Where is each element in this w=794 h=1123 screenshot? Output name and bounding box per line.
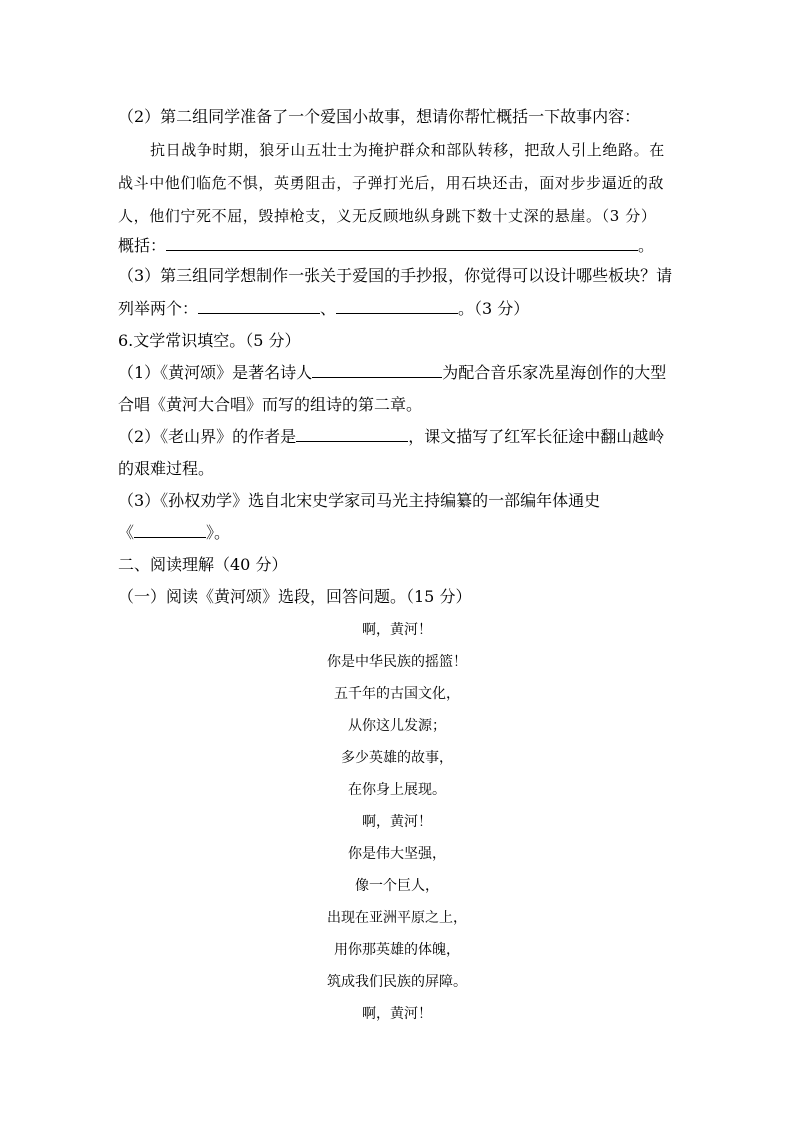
question-6-1-line-1 (118, 363, 666, 383)
poem-line-2: 你是中华民族的摇篮！ (327, 654, 467, 670)
section-blank-1[interactable] (198, 299, 320, 314)
question-5-2: （2）第二组同学准备了一个爱国小故事，想请你帮忙概括一下故事内容： (118, 107, 641, 126)
question-6-3-line-1: （3）《孙权劝学》选自北宋史学家司马光主持编纂的一部编年体通史 (118, 491, 601, 510)
question-6-2-line-2: 的艰难过程。 (118, 459, 215, 478)
list-end: 。（3 分） (458, 299, 530, 318)
question-6-title: 6.文学常识填空。（5 分） (118, 331, 301, 350)
poem-line-8: 你是伟大坚强， (348, 846, 446, 862)
poem-line-3: 五千年的古国文化， (334, 686, 460, 702)
poem-line-10: 出现在亚洲平原之上， (327, 910, 467, 926)
q6-1-text-a: （1）《黄河颂》是著名诗人 (118, 363, 313, 382)
story-line-1: 抗日战争时期，狼牙山五壮士为掩护群众和部队转移，把敌人引上绝路。在 (150, 141, 665, 159)
question-6-2-line-1 (118, 427, 664, 447)
q6-2-text-a: （2）《老山界》的作者是 (118, 427, 297, 446)
poem-line-1: 啊，黄河！ (362, 622, 432, 638)
summary-blank[interactable] (166, 236, 638, 251)
poem-line-12: 筑成我们民族的屏障。 (327, 974, 467, 990)
poet-blank[interactable] (312, 363, 442, 378)
question-5-3-line-1: （3）第三组同学想制作一张关于爱国的手抄报，你觉得可以设计哪些板块？请 (118, 266, 673, 285)
book-title-open: 《 (118, 523, 135, 542)
summary-end: 。 (638, 236, 655, 255)
poem-line-11: 用你那英雄的体魄， (334, 942, 460, 958)
summary-label: 概括： (118, 236, 167, 255)
list-separator: 、 (320, 299, 337, 318)
poem-line-9: 像一个巨人， (355, 878, 439, 894)
author-blank[interactable] (296, 427, 408, 442)
question-5-3-line-2 (118, 299, 529, 319)
poem-line-4: 从你这儿发源； (348, 718, 446, 734)
q6-2-text-b: ，课文描写了红军长征途中翻山越岭 (408, 427, 665, 446)
book-title-blank[interactable] (134, 523, 206, 538)
section-blank-2[interactable] (336, 299, 458, 314)
poem-line-6: 在你身上展现。 (348, 782, 446, 798)
list-label: 列举两个： (118, 299, 199, 318)
q6-1-text-b: 为配合音乐家冼星海创作的大型 (442, 363, 667, 382)
book-title-close: 》。 (206, 523, 231, 542)
question-6-1-line-2: 合唱《黄河大合唱》而写的组诗的第二章。 (118, 395, 423, 414)
story-line-3: 人，他们宁死不屈，毁掉枪支，义无反顾地纵身跳下数十丈深的悬崖。（3 分） (118, 207, 657, 225)
question-6-3-line-2 (118, 523, 230, 543)
poem-line-13: 啊，黄河！ (362, 1006, 432, 1022)
poem-line-7: 啊，黄河！ (362, 814, 432, 830)
summary-answer-line (118, 236, 654, 256)
reading-1-title: （一）阅读《黄河颂》选段，回答问题。（15 分） (118, 587, 472, 606)
poem-line-5: 多少英雄的故事， (341, 750, 453, 766)
section-2-title: 二、阅读理解（40 分） (118, 555, 288, 574)
story-line-2: 战斗中他们临危不惧，英勇阻击，子弹打光后，用石块还击，面对步步逼近的敌 (118, 174, 665, 192)
